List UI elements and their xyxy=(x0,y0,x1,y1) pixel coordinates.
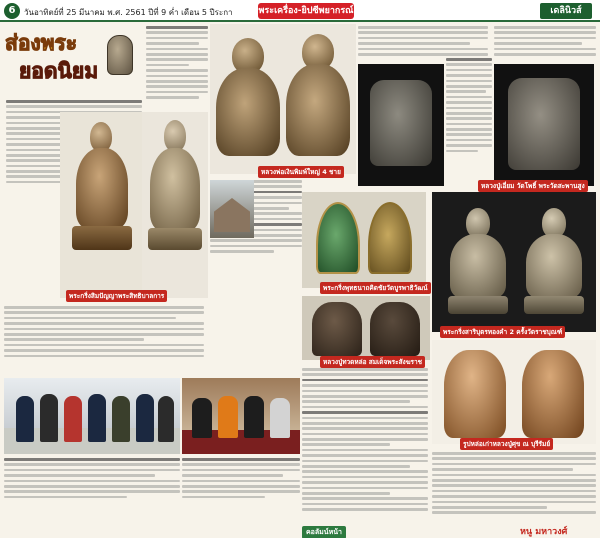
caption-seated-buddhas: พระกริ่งสิมปัญญาพระสิทธิบาลการ xyxy=(66,290,167,302)
leaf-amulets-photo xyxy=(302,192,426,288)
author-byline: หนู มหาวงศ์ xyxy=(520,527,568,537)
text-column-3-top xyxy=(358,26,488,58)
large-amulets-photo xyxy=(210,24,356,174)
buddha-figure-right-b xyxy=(524,208,584,318)
headline-line-2: ยอดนิยม xyxy=(19,59,99,83)
text-column-lower-left xyxy=(4,306,204,360)
caption-buddhas-right: พระกริ่งสาริบุตรทองคำ 2 ครั้งวัดราชบุณฑ์ xyxy=(440,326,565,338)
buddhas-right-photo xyxy=(432,192,596,332)
dark-amulet-photo-left xyxy=(358,64,444,186)
text-column-lower-middle xyxy=(302,368,428,514)
large-amulet-left xyxy=(216,38,280,158)
caption-leaf-amulets: พระกริ่งพุทธนาถคิดชัยวัดบูรพาธิวัฒน์ xyxy=(320,282,431,294)
seated-buddha-photo-right xyxy=(142,112,208,298)
date-line: วันอาทิตย์ที่ 25 มีนาคม พ.ศ. 2561 ปีที่ 9 ค่ำ เดือน 5 ปีระกา xyxy=(24,8,233,17)
seated-buddha-figure xyxy=(72,122,132,272)
newspaper-masthead: เดลินิวส์ xyxy=(540,3,592,19)
article-headline xyxy=(3,27,141,97)
buddha-figure-right-a xyxy=(448,208,508,318)
text-below-group-photo-middle xyxy=(182,458,300,501)
group-photo-left xyxy=(4,378,180,454)
dark-amulet-photo-right xyxy=(494,64,594,186)
old-figures-photo xyxy=(302,296,430,360)
seated-buddha-photo-left xyxy=(60,112,142,298)
text-column-3-narrow xyxy=(446,58,492,155)
text-column-4-top xyxy=(494,26,596,58)
column-heading: คอลัมน์หน้า xyxy=(302,526,346,538)
large-amulet-right xyxy=(286,34,350,158)
page-number: 6 xyxy=(4,3,20,19)
section-title: พระเครื่อง-ยิปซีพยากรณ์ xyxy=(258,3,354,19)
text-below-group-photo-left xyxy=(4,458,180,501)
caption-bronze-figures: รูปหล่อเก่าหลวงปู่ศุข ณ บุรีรัมย์ xyxy=(460,438,553,450)
caption-old-figures: หลวงปู่ทวดหล่อ สมเด็จพระสังฆราช xyxy=(320,356,425,368)
group-photo-middle xyxy=(182,378,300,454)
seated-buddha-figure xyxy=(148,120,202,270)
temple-building-photo xyxy=(210,180,254,238)
text-column-2 xyxy=(146,26,208,101)
page-header xyxy=(0,0,600,22)
caption-large-amulets: หลวงพ่อเงินพิมพ์ใหญ่ 4 ชาย xyxy=(258,166,344,178)
headline-line-1: ส่องพระ xyxy=(5,31,78,55)
text-column-lower-right xyxy=(432,452,596,517)
caption-dark-amulet: หลวงปู่เอี่ยม วัดโพธิ์ พระวัดสะพานสูง xyxy=(478,180,588,192)
bronze-figures-photo xyxy=(432,340,596,444)
headline-amulet-image xyxy=(107,35,133,75)
